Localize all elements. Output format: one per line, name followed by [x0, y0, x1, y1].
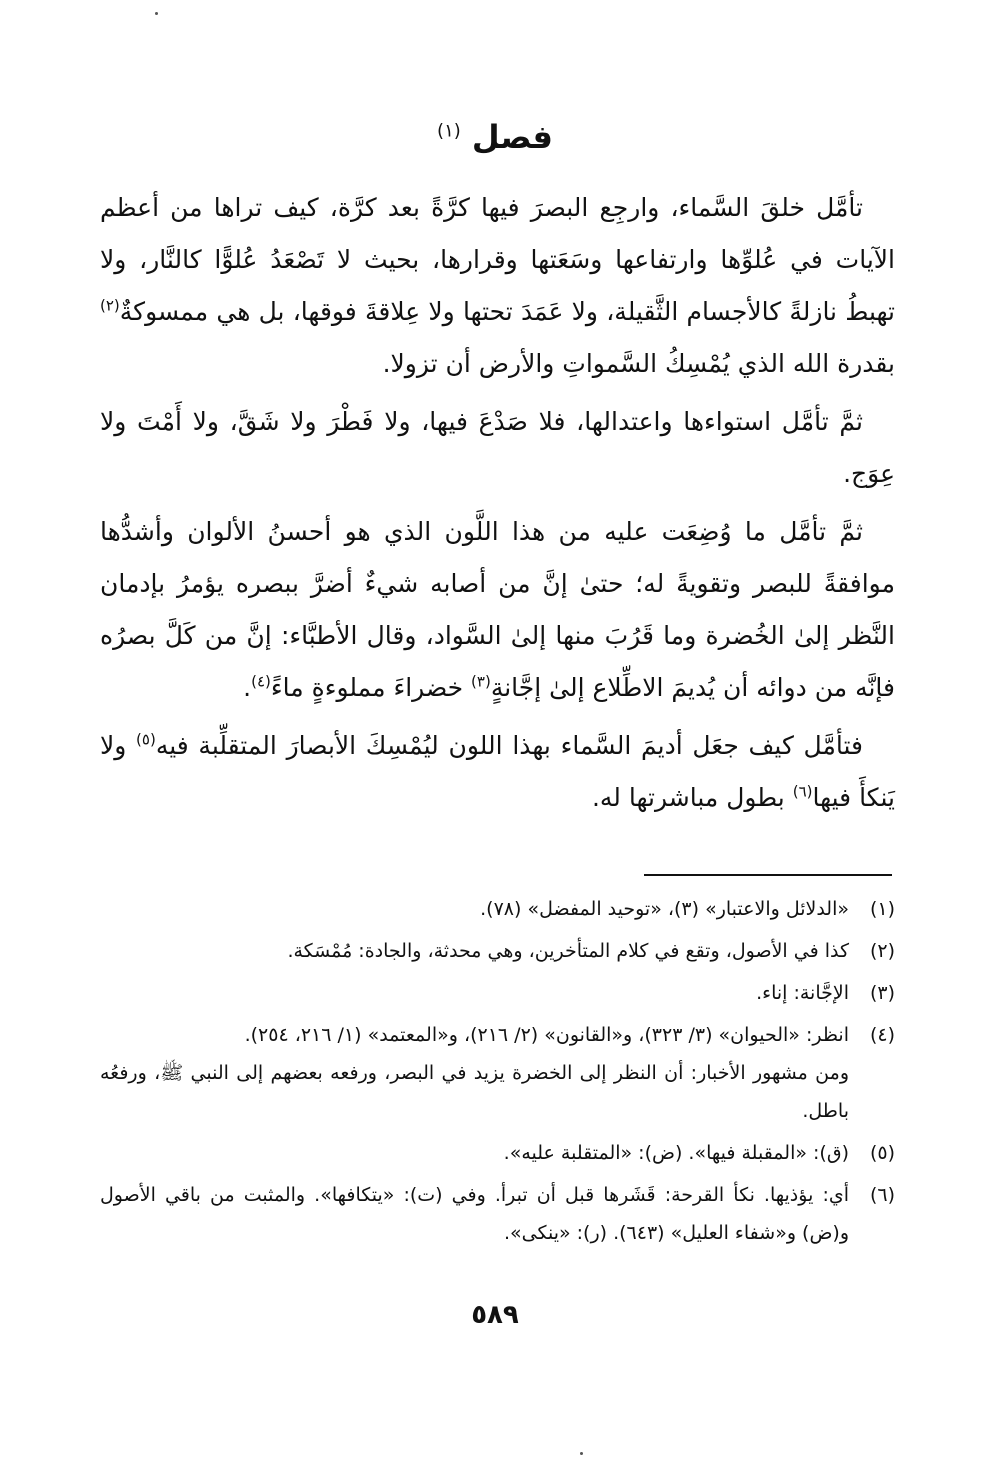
footnote-number: (١): [869, 898, 895, 920]
footnote-number: (٤): [869, 1024, 895, 1046]
scan-speck: [155, 12, 158, 15]
footnote-line: الإجَّانة: إناء.: [756, 982, 849, 1004]
footnote-marker-3: (٣): [471, 672, 491, 691]
paragraph-4: [100, 720, 895, 824]
footnote-divider: [644, 874, 892, 876]
footnote-5: [100, 1134, 895, 1172]
footnote-line: (ق): «المقبلة فيها». (ض): «المتقلبة عليه».: [503, 1142, 849, 1164]
section-heading: [0, 118, 990, 156]
footnote-text: [100, 974, 849, 1012]
paragraph-3-text: ثمَّ تأمَّل ما وُضِعَت عليه من هذا اللَّون الذي هو أحسنُ الألوان وأشدُّها موافقةً للبصر وتقويةً له؛ حتىٰ إنَّ من أصابه شيءٌ أضرَّ ببصره يؤمرُ بإدمان النَّظر إلىٰ الخُضرة وما قَرُبَ منها إلىٰ السَّواد، وقال الأطبَّاء: إنَّ من كَلَّ بصرُه فإنَّه من دوائه أن يُديمَ الاطِّلاع إلىٰ إجَّانةٍ: [100, 517, 895, 702]
footnote-line: «الدلائل والاعتبار» (٣)، «توحيد المفضل» (٧٨).: [480, 898, 849, 920]
footnote-line: ومن مشهور الأخبار: أن النظر إلى الخضرة يزيد في البصر، ورفعه بعضهم إلى النبي ﷺ، ورفعُه باطل.: [100, 1062, 849, 1122]
paragraph-4-text: فتأمَّل كيف جعَل أديمَ السَّماء بهذا اللون ليُمْسِكَ الأبصارَ المتقلِّبة فيه: [155, 731, 863, 760]
paragraph-1-text-end: بقدرة الله الذي يُمْسِكُ السَّمواتِ والأرض أن تزولا.: [382, 349, 895, 378]
footnote-line: كذا في الأصول، وتقع في كلام المتأخرين، وهي محدثة، والجادة: مُمْسَكة.: [287, 940, 849, 962]
footnote-marker-4: (٤): [251, 672, 271, 691]
footnotes: [100, 890, 895, 1256]
footnote-2: [100, 932, 895, 970]
paragraph-3: [100, 506, 895, 714]
paragraph-1: [100, 182, 895, 390]
footnote-number: (٥): [869, 1142, 895, 1164]
footnote-1: [100, 890, 895, 928]
footnote-number: (٣): [869, 982, 895, 1004]
paragraph-4-text-mid: ولا يَنكأَ فيها: [100, 731, 895, 812]
footnote-marker-6: (٦): [792, 782, 813, 801]
footnote-text: [100, 1176, 849, 1252]
footnote-number: (٦): [869, 1184, 895, 1206]
footnote-6: [100, 1176, 895, 1252]
footnote-number: (٢): [869, 940, 895, 962]
footnote-text: [100, 1134, 849, 1172]
footnote-line: انظر: «الحيوان» (٣/ ٣٢٣)، و«القانون» (٢/ ٢١٦)، و«المعتمد» (١/ ٢١٦، ٢٥٤).: [244, 1024, 849, 1046]
heading-footnote-marker: (١): [437, 120, 461, 142]
footnote-marker-2: (٢): [100, 296, 120, 315]
paragraph-2: [100, 396, 895, 500]
footnote-marker-5: (٥): [136, 730, 156, 749]
footnote-text: [100, 1016, 849, 1130]
footnote-text: [100, 890, 849, 928]
paragraph-3-text-mid: خضراءَ مملوءةٍ ماءً: [270, 673, 472, 702]
footnote-3: [100, 974, 895, 1012]
paragraph-1-text: تأمَّل خلقَ السَّماء، وارجِع البصرَ فيها كرَّةً بعد كرَّة، كيف تراها من أعظم الآيات في عُلوِّها وارتفاعها وسَعَتها وقرارها، بحيث لا تَصْعَدُ عُلوًّا كالنَّار، ولا تهبطُ نازلةً كالأجسام الثَّقيلة، ولا عَمَدَ تحتها ولا عِلاقةَ فوقها، بل هي ممسوكةٌ: [100, 193, 895, 326]
paragraph-2-text: ثمَّ تأمَّل استواءها واعتدالها، فلا صَدْعَ فيها، ولا فَطْرَ ولا شَقَّ، ولا أَمْتَ ولا عِوَج.: [100, 407, 895, 488]
footnote-line: أي: يؤذيها. نكأ القرحة: قَشَرها قبل أن تبرأ. وفي (ت): «يتكافها». والمثبت من باقي الأصول و(ض) و«شفاء العليل» (٦٤٣). (ر): «ينكى».: [100, 1184, 849, 1244]
paragraph-4-text-end: بطول مباشرتها له.: [591, 783, 793, 812]
scan-speck: [580, 1452, 583, 1455]
heading-title: فصل: [471, 118, 553, 156]
footnote-text: [100, 932, 849, 970]
page-number: ٥٨٩: [471, 1300, 519, 1330]
footnote-4: [100, 1016, 895, 1130]
main-text: [100, 182, 895, 830]
paragraph-3-text-end: .: [243, 673, 252, 702]
